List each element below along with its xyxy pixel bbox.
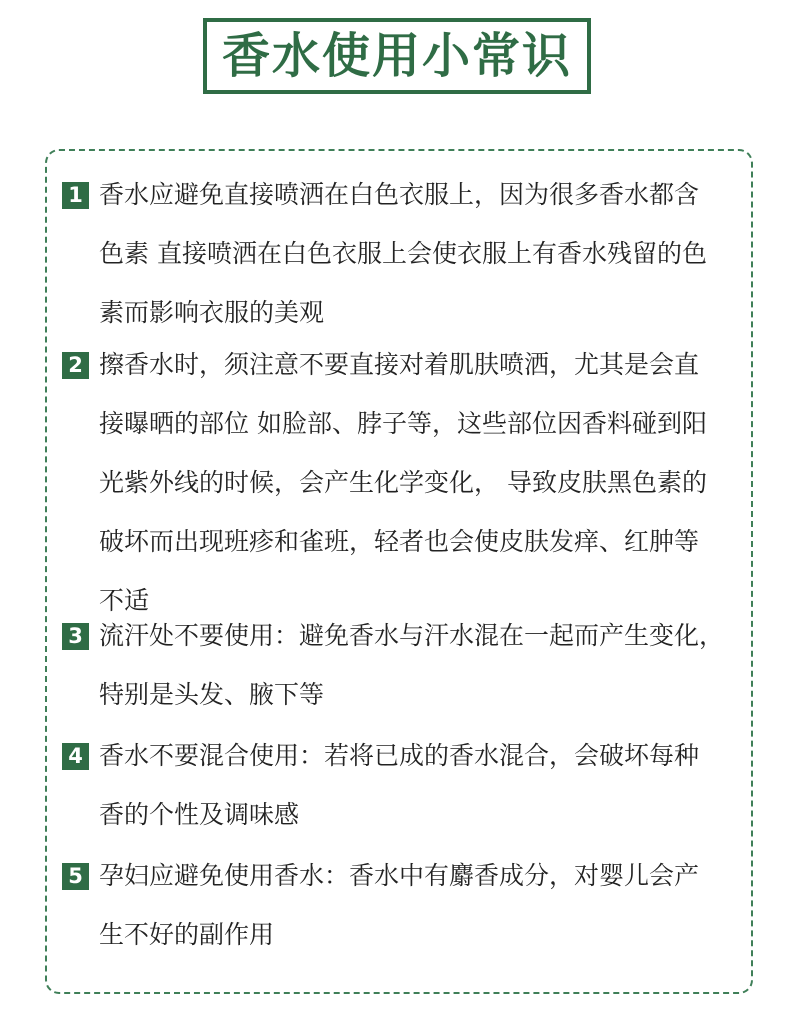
tip-number-badge: 2: [62, 352, 89, 379]
tip-number-badge: 1: [62, 182, 89, 209]
tip-number-badge: 4: [62, 743, 89, 770]
tip-text: 擦香水时，须注意不要直接对着肌肤喷洒，尤其是会直 接曝晒的部位 如脸部、脖子等，这些部位因香料碰到阳 光紫外线的时候，会产生化学变化， 导致皮肤黑色素的 破坏而出现班疹和雀班，轻者也会使皮肤发痒、红肿等 不适: [99, 350, 707, 615]
tip-number-badge: 5: [62, 863, 89, 890]
tip-text: 孕妇应避免使用香水：香水中有麝香成分，对婴儿会产 生不好的副作用: [99, 861, 700, 949]
tip-number-badge: 3: [62, 623, 89, 650]
tip-text: 香水不要混合使用：若将已成的香水混合，会破坏每种 香的个性及调味感: [99, 741, 700, 829]
page-title: 香水使用小常识: [221, 28, 572, 84]
tip-text: 香水应避免直接喷洒在白色衣服上，因为很多香水都含 色素 直接喷洒在白色衣服上会使衣服上有香水残留的色 素而影响衣服的美观: [99, 180, 707, 327]
tip-text: 流汗处不要使用：避免香水与汗水混在一起而产生变化， 特别是头发、腋下等: [99, 621, 725, 709]
title-box: [203, 18, 591, 94]
